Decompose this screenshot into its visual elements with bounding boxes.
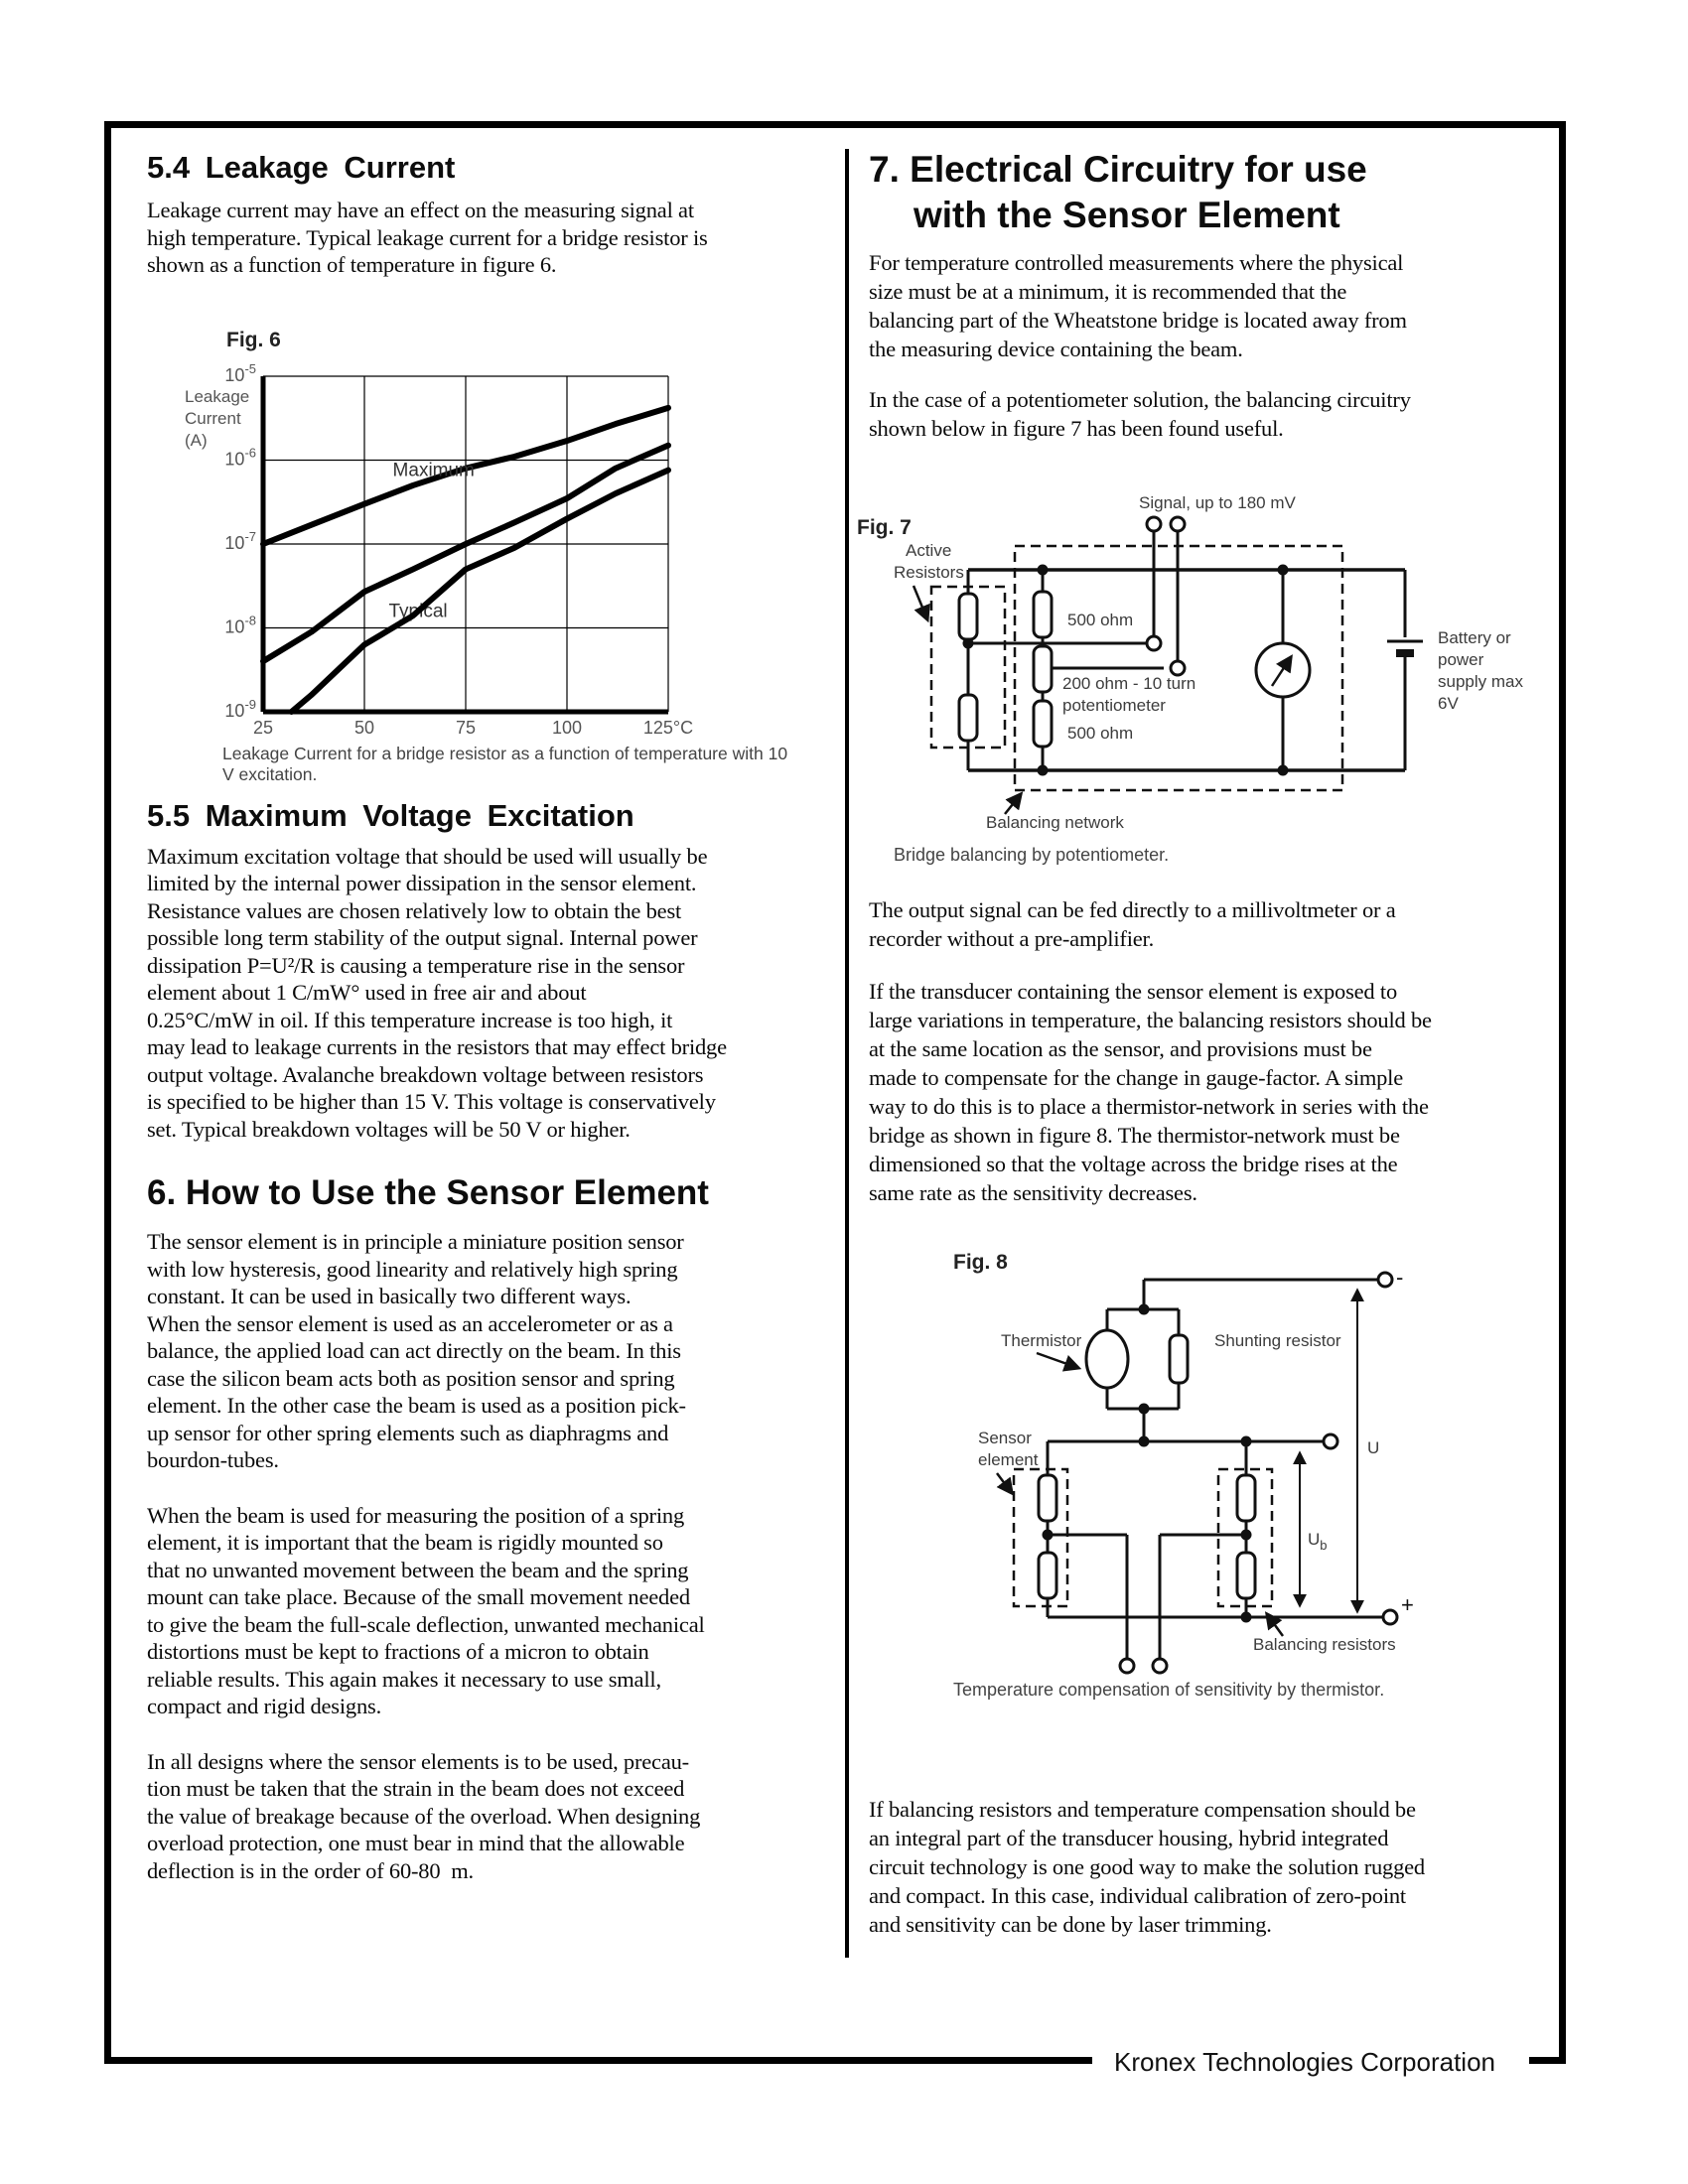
signal-terminal (1171, 517, 1185, 531)
text-line: size must be at a minimum, it is recommended that the (869, 279, 1347, 304)
active-resistor-1 (959, 594, 977, 639)
potentiometer-label: potentiometer (1062, 696, 1166, 715)
fig8-circuit-diagram (933, 1247, 1430, 1713)
balancing-resistors-label: Balancing resistors (1253, 1635, 1396, 1654)
right-column (857, 139, 1556, 1939)
battery-label: 6V (1438, 694, 1459, 713)
text-line: element about 1 C/mW° used in free air and about (147, 980, 587, 1005)
text-line: Leakage current may have an effect on the measuring signal at (147, 198, 694, 222)
left-column (147, 147, 804, 1884)
text-line: that no unwanted movement between the beam and the spring (147, 1557, 689, 1582)
bridge-top-terminal (1324, 1434, 1337, 1448)
shunting-resistor-label: Shunting resistor (1214, 1331, 1341, 1350)
text-line: at the same location as the sensor, and provisions must be (869, 1036, 1372, 1061)
paragraph-hybrid (869, 1795, 1556, 1939)
pointer-arrow (1005, 794, 1021, 814)
potentiometer-label: 200 ohm - 10 turn (1062, 674, 1196, 693)
battery-label: Battery or (1438, 628, 1511, 647)
sensor-element-label: Sensor (978, 1429, 1032, 1447)
junction-dot (1278, 765, 1289, 776)
junction-dot (1139, 1436, 1150, 1447)
text-line: way to do this is to place a thermistor-network in series with the (869, 1094, 1429, 1119)
frame-left (104, 121, 111, 2064)
resistor-value-label: 500 ohm (1067, 611, 1134, 629)
section-5-5-paragraph (147, 843, 804, 1144)
fig8-label: Fig. 8 (953, 1251, 1008, 1274)
text-line: possible long term stability of the output signal. Internal power (147, 925, 698, 950)
fig8-caption: Temperature compensation of sensitivity by thermistor. (953, 1680, 1385, 1700)
text-line: Maximum excitation voltage that should be used will usually be (147, 843, 708, 869)
frame-bottom-left (104, 2057, 1092, 2064)
text-line: element. In the other case the beam is used as a position pick- (147, 1393, 686, 1418)
text-line: made to compensate for the change in gauge-factor. A simple (869, 1065, 1404, 1090)
text-line: overload protection, one must bear in mind that the allowable (147, 1831, 685, 1855)
connector-terminal (1171, 661, 1185, 675)
text-line: In all designs where the sensor elements is to be used, precau- (147, 1748, 689, 1774)
section-7-heading (869, 147, 1556, 238)
text-line: limited by the internal power dissipation in the sensor element. (147, 871, 697, 895)
frame-bottom-right (1529, 2057, 1566, 2064)
text-line: constant. It can be used in basically two different ways. (147, 1284, 632, 1308)
sensor-resistor-1 (1039, 1475, 1056, 1521)
y-axis-tick: $10^{-8}$ (224, 613, 256, 636)
text-line: When the beam is used for measuring the position of a spring (147, 1502, 684, 1528)
junction-dot (1241, 1612, 1252, 1623)
text-line: When the sensor element is used as an accelerometer or as a (147, 1310, 673, 1336)
pointer-arrow (1037, 1353, 1078, 1368)
output-terminal (1120, 1659, 1134, 1673)
text-line: 0.25°C/mW in oil. If this temperature increase is too high, it (147, 1007, 673, 1032)
text-line: dissipation P=U²/R is causing a temperature rise in the sensor (147, 952, 685, 978)
sensor-element-label: element (978, 1450, 1039, 1469)
y-axis-tick: $10^{-5}$ (224, 360, 256, 385)
text-line: deflection is in the order of 60-80 m. (147, 1857, 474, 1883)
text-line: set. Typical breakdown voltages will be 50 V or higher. (147, 1116, 631, 1142)
text-line: The output signal can be fed directly to a millivoltmeter or a (869, 897, 1396, 922)
junction-dot (1038, 765, 1049, 776)
text-line: high temperature. Typical leakage current for a bridge resistor is (147, 224, 708, 250)
output-terminal (1153, 1659, 1167, 1673)
fig7-signal-label: Signal, up to 180 mV (1139, 493, 1296, 512)
text-line: is specified to be higher than 15 V. This voltage is conservatively (147, 1089, 716, 1114)
fig7-circuit-diagram (854, 482, 1564, 880)
section-6-paragraph-3 (147, 1748, 804, 1885)
text-line: the measuring device containing the beam. (869, 337, 1243, 361)
y-axis-tick: $10^{-9}$ (224, 696, 256, 721)
text-line: the value of breakage because of the overload. When designing (147, 1803, 701, 1829)
section-6-heading: 6. How to Use the Sensor Element (147, 1173, 709, 1212)
junction-dot (1278, 565, 1289, 576)
section-7-paragraph-2 (869, 385, 1556, 443)
y-axis-tick: $10^{-6}$ (224, 445, 256, 469)
paragraph-output-signal (869, 895, 1556, 953)
text-line: dimensioned so that the voltage across the bridge rises at the (869, 1152, 1398, 1176)
section-7-heading-line2: with the Sensor Element (914, 195, 1340, 235)
text-line: mount can take place. Because of the small movement needed (147, 1584, 690, 1609)
plus-terminal (1383, 1610, 1397, 1624)
battery-label: power (1438, 650, 1484, 669)
fig6-caption: Leakage Current for a bridge resistor as a function of temperature with 10 V excitation. (222, 743, 788, 784)
potentiometer (1034, 646, 1052, 692)
section-7-heading-line1: 7. Electrical Circuitry for use (869, 149, 1367, 190)
thermistor-label: Thermistor (1001, 1331, 1082, 1350)
text-line: with low hysteresis, good linearity and relatively high spring (147, 1256, 678, 1282)
section-5-5-heading: 5.5 Maximum Voltage Excitation (147, 797, 634, 833)
section-6-paragraph-1 (147, 1228, 804, 1474)
y-axis-title: Current (185, 408, 241, 428)
x-axis-tick: 50 (353, 717, 375, 738)
active-resistors-label: Resistors (894, 563, 964, 582)
ub-label: $U_b$ (1308, 1530, 1328, 1553)
text-line: Resistance values are chosen relatively low to obtain the best (147, 897, 682, 923)
text-line: case the silicon beam acts both as position sensor and spring (147, 1365, 675, 1391)
y-axis-title: Leakage (185, 386, 250, 406)
fig6-chart (119, 307, 695, 744)
active-resistor-2 (959, 695, 977, 741)
paragraph-transducer (869, 977, 1556, 1207)
text-line: circuit technology is one good way to make the solution rugged (869, 1854, 1425, 1879)
text-line: same rate as the sensitivity decreases. (869, 1180, 1197, 1205)
resistor-500-bottom (1034, 701, 1052, 747)
text-line: balance, the applied load can act directly on the beam. In this (147, 1338, 681, 1363)
resistor-500-top (1034, 592, 1052, 637)
text-line: may lead to leakage currents in the resistors that may effect bridge (147, 1034, 727, 1059)
text-line: If the transducer containing the sensor element is exposed to (869, 979, 1398, 1004)
text-line: compact and rigid designs. (147, 1694, 381, 1718)
text-line: distortions must be kept to fractions of a micron to obtain (147, 1639, 649, 1664)
fig7-caption: Bridge balancing by potentiometer. (894, 845, 1170, 865)
section-6-paragraph-2 (147, 1502, 804, 1720)
frame-right (1559, 121, 1566, 2064)
thermistor-symbol (1086, 1330, 1128, 1388)
fig7-label: Fig. 7 (857, 516, 912, 539)
text-line: For temperature controlled measurements where the physical (869, 250, 1404, 275)
text-line: tion must be taken that the strain in the beam does not exceed (147, 1776, 685, 1801)
text-line: up sensor for other spring elements such as diaphragms and (147, 1420, 669, 1445)
fig6-label: Fig. 6 (226, 328, 281, 351)
x-axis-tick: 125°C (642, 717, 694, 738)
text-line: bridge as shown in figure 8. The thermistor-network must be (869, 1123, 1400, 1148)
text-line: recorder without a pre-amplifier. (869, 926, 1155, 951)
minus-terminal (1378, 1273, 1392, 1287)
y-axis-title: (A) (185, 430, 208, 450)
x-axis-tick: 25 (252, 717, 274, 738)
series-Typical (lower) (292, 470, 668, 711)
text-line: large variations in temperature, the balancing resistors should be (869, 1008, 1432, 1032)
connector-terminal (1147, 636, 1161, 650)
signal-terminal (1147, 517, 1161, 531)
frame-top (104, 121, 1566, 128)
junction-dot (1139, 1304, 1150, 1315)
text-line: an integral part of the transducer housing, hybrid integrated (869, 1826, 1389, 1850)
text-line: If balancing resistors and temperature compensation should be (869, 1797, 1416, 1822)
minus-sign: - (1396, 1265, 1404, 1290)
pointer-arrow (997, 1473, 1012, 1493)
column-divider (845, 149, 849, 1958)
footer-company-name: Kronex Technologies Corporation (1114, 2047, 1495, 2077)
text-line: balancing part of the Wheatstone bridge is located away from (869, 308, 1407, 333)
resistor-value-label: 500 ohm (1067, 724, 1134, 743)
plus-sign: + (1401, 1592, 1414, 1617)
balancing-resistor-2 (1237, 1553, 1255, 1598)
balancing-resistor-1 (1237, 1475, 1255, 1521)
section-5-4-paragraph (147, 197, 804, 279)
active-resistors-label: Active (906, 541, 952, 560)
text-line: shown as a function of temperature in figure 6. (147, 252, 557, 277)
u-label: U (1367, 1438, 1380, 1457)
balancing-network-label: Balancing network (986, 813, 1124, 832)
shunting-resistor (1170, 1335, 1188, 1383)
text-line: The sensor element is in principle a miniature position sensor (147, 1229, 684, 1254)
section-7-paragraph-1 (869, 248, 1556, 363)
series-label: Typical (388, 600, 448, 621)
y-axis-tick: $10^{-7}$ (224, 528, 256, 553)
series-label: Maximum (392, 459, 475, 480)
text-line: element, it is important that the beam is rigidly mounted so (147, 1530, 663, 1555)
section-5-4-heading: 5.4 Leakage Current (147, 150, 456, 185)
text-line: and sensitivity can be done by laser trimming. (869, 1912, 1272, 1937)
x-axis-tick: 75 (455, 717, 477, 738)
text-line: to give the beam the full-scale deflection, unwanted mechanical (147, 1611, 705, 1637)
sensor-resistor-2 (1039, 1553, 1056, 1598)
text-line: In the case of a potentiometer solution, the balancing circuitry (869, 387, 1411, 412)
text-line: bourdon-tubes. (147, 1447, 279, 1472)
battery-label: supply max (1438, 672, 1523, 691)
text-line: and compact. In this case, individual calibration of zero-point (869, 1883, 1406, 1908)
text-line: shown below in figure 7 has been found useful. (869, 416, 1284, 441)
x-axis-tick: 100 (551, 717, 583, 738)
text-line: output voltage. Avalanche breakdown voltage between resistors (147, 1061, 704, 1087)
junction-dot (1038, 565, 1049, 576)
pointer-arrow (914, 586, 927, 619)
text-line: reliable results. This again makes it necessary to use small, (147, 1666, 661, 1692)
